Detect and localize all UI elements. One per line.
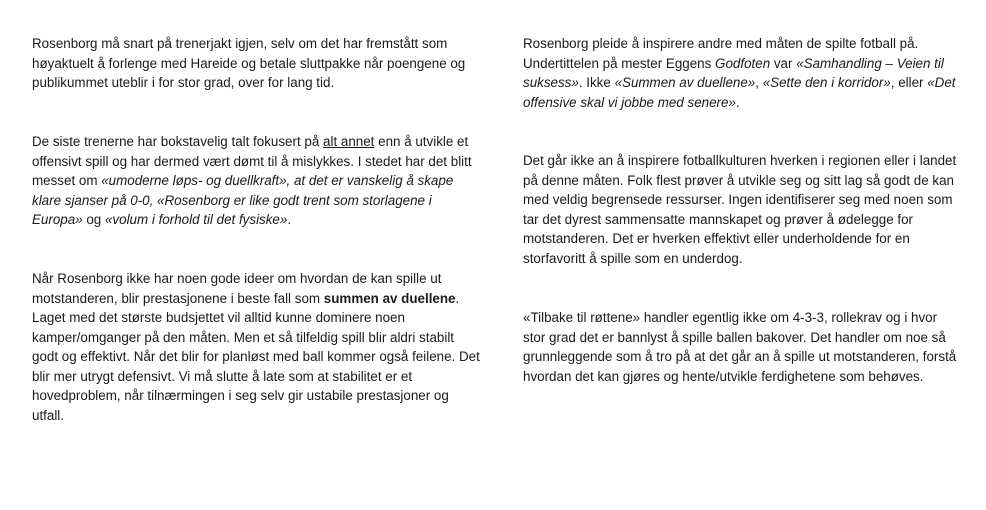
right-p1-italic-5: «Det offensive skal vi jobbe med senere» <box>523 75 956 110</box>
left-p2-underlined: alt annet <box>323 134 375 149</box>
left-p3-text-1: Når Rosenborg ikke har noen gode ideer om hvordan de kan spille ut motstanderen, blir prestasjonene i beste fall som <box>32 271 442 306</box>
left-paragraph-1 <box>32 34 482 93</box>
left-p2-italic-2: «volum i forhold til det fysiske» <box>104 212 288 227</box>
left-p3-bold: summen av duellene <box>323 290 456 306</box>
right-p1-italic-1: Godfoten <box>715 55 771 71</box>
left-p2-italic-1: «umoderne løps- og duellkraft», at det er vanskelig å skape klare sjanser på 0-0, «Rosenborg er like godt trent som storlagene i Europa» <box>32 173 454 227</box>
right-p1-text-1: Rosenborg pleide å inspirere andre med måten de spilte fotball på. Undertittelen på mester Eggens <box>523 36 919 71</box>
left-p2-text-2: enn å utvikle et offensivt spill og har dermed vært dømt til å mislykkes. I stedet har det blitt messet om <box>32 134 472 188</box>
right-p1-text-6: . <box>735 94 740 110</box>
right-paragraph-1 <box>523 34 963 112</box>
left-p3-text-2: . Laget med det største budsjettet vil alltid kunne dominere noen kamper/omganger på den måten. Men et så tilfeldig spill blir aldri stabilt godt og effektivt. Når det blir for planløst med ball kommer også feilene. Det blir mer utrygt defensivt. Vi må slutte å late som at stabilitet er et hovedproblem, når tilnærmingen i seg selv gir ustabile prestasjoner og utfall. <box>32 290 480 423</box>
right-p1-text-5: , eller <box>890 75 928 90</box>
right-p1-text-4: , <box>755 75 763 90</box>
left-p2-text-3: og <box>82 212 105 227</box>
right-p3-text: «Tilbake til røttene» handler egentlig ikke om 4-3-3, rollekrav og i hvor stor grad det er bannlyst å spille ballen bakover. Det handler om noe så grunnleggende som å tro på at det går an å spille ut motstanderen, forstå hvordan det kan gjøres og hente/utvikle ferdighetene som behøves. <box>523 310 957 384</box>
right-p1-italic-3: «Summen av duellene» <box>614 75 756 90</box>
right-paragraph-2 <box>523 151 963 268</box>
left-paragraph-2 <box>32 132 482 230</box>
right-p1-italic-2: «Samhandling – Veien til suksess» <box>523 55 944 90</box>
right-paragraph-3 <box>523 308 963 386</box>
left-p2-text-4: . <box>287 212 292 227</box>
right-p1-italic-4: «Sette den i korridor» <box>762 75 891 90</box>
left-paragraph-3 <box>32 269 482 425</box>
left-p2-text-1: De siste trenerne har bokstavelig talt fokusert på <box>32 134 324 149</box>
left-p1-text: Rosenborg må snart på trenerjakt igjen, selv om det har fremstått som høyaktuelt å forlenge med Hareide og betale sluttpakke når poengene og publikummet uteblir i for stor grad, over for lang tid. <box>32 36 466 90</box>
right-p1-text-2: var <box>770 55 797 71</box>
right-p1-text-3: . Ikke <box>578 75 615 90</box>
right-p2-text: Det går ikke an å inspirere fotballkulturen hverken i regionen eller i landet på denne måten. Folk flest prøver å utvikle seg og sitt lag så godt de kan med veldig begrensede ressurser. Ingen identifiserer seg med noen som tar det dyrest sammensatte mannskapet og prøver å ødelegge for motstanderen. Det er hverken effektivt eller underholdende for en storfavoritt å spille som en underdog. <box>523 153 957 266</box>
